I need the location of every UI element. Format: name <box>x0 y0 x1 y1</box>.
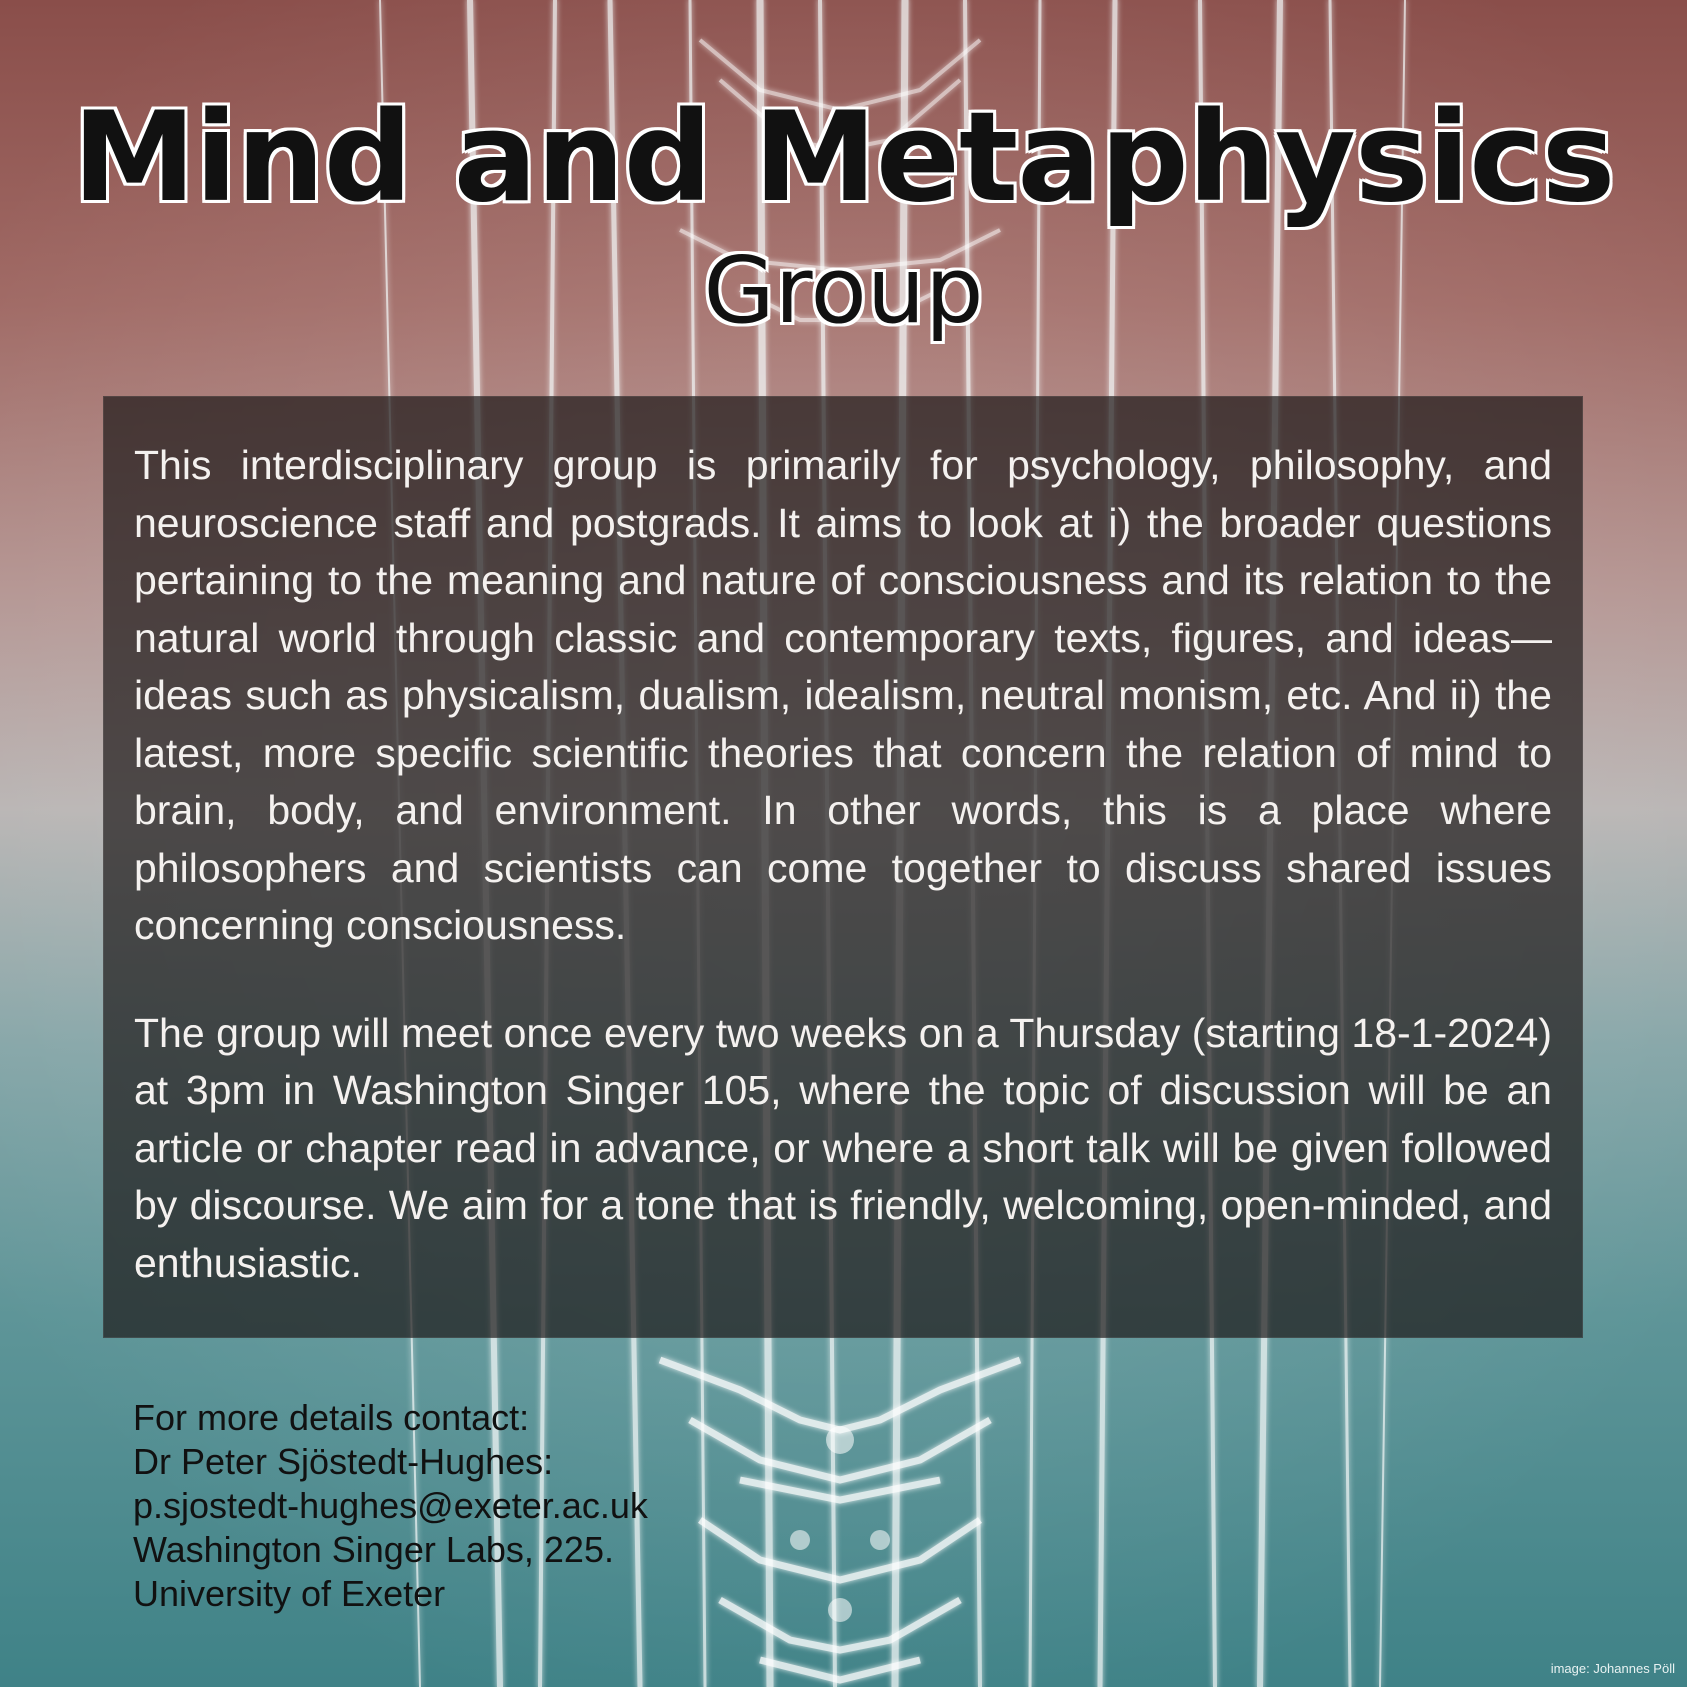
contact-location: Washington Singer Labs, 225. <box>133 1529 614 1570</box>
contact-heading: For more details contact: <box>133 1397 530 1438</box>
poster-subtitle: Group <box>703 237 984 344</box>
poster-title: Mind and Metaphysics <box>72 86 1615 230</box>
contact-name: Dr Peter Sjöstedt-Hughes: <box>133 1441 554 1482</box>
contact-block <box>133 1396 893 1616</box>
description-paragraph-1: This interdisciplinary group is primarily for psychology, philosophy, and neuroscience staff and postgrads. It aims to look at i) the broader questions pertaining to the meaning and nature of consciousness and its relation to the natural world through classic and contemporary texts, figures, and ideas—ideas such as physicalism, dualism, idealism, neutral monism, etc. And ii) the latest, more specific scientific theories that concern the relation of mind to brain, body, and environment. In other words, this is a place where philosophers and scientists can come together to discuss shared issues concerning consciousness. <box>134 442 1552 948</box>
description-paragraph-2: The group will meet once every two weeks on a Thursday (starting 18-1-2024) at 3pm in Washington Singer 105, where the topic of discussion will be an article or chapter read in advance, or where a short talk will be given followed by discourse. We aim for a tone that is friendly, welcoming, open-minded, and enthusiastic. <box>134 1009 1552 1286</box>
contact-institution: University of Exeter <box>133 1573 446 1614</box>
description-panel <box>103 396 1583 1338</box>
image-credit: image: Johannes Pöll <box>1550 1661 1675 1676</box>
contact-email[interactable]: p.sjostedt-hughes@exeter.ac.uk <box>133 1485 648 1526</box>
